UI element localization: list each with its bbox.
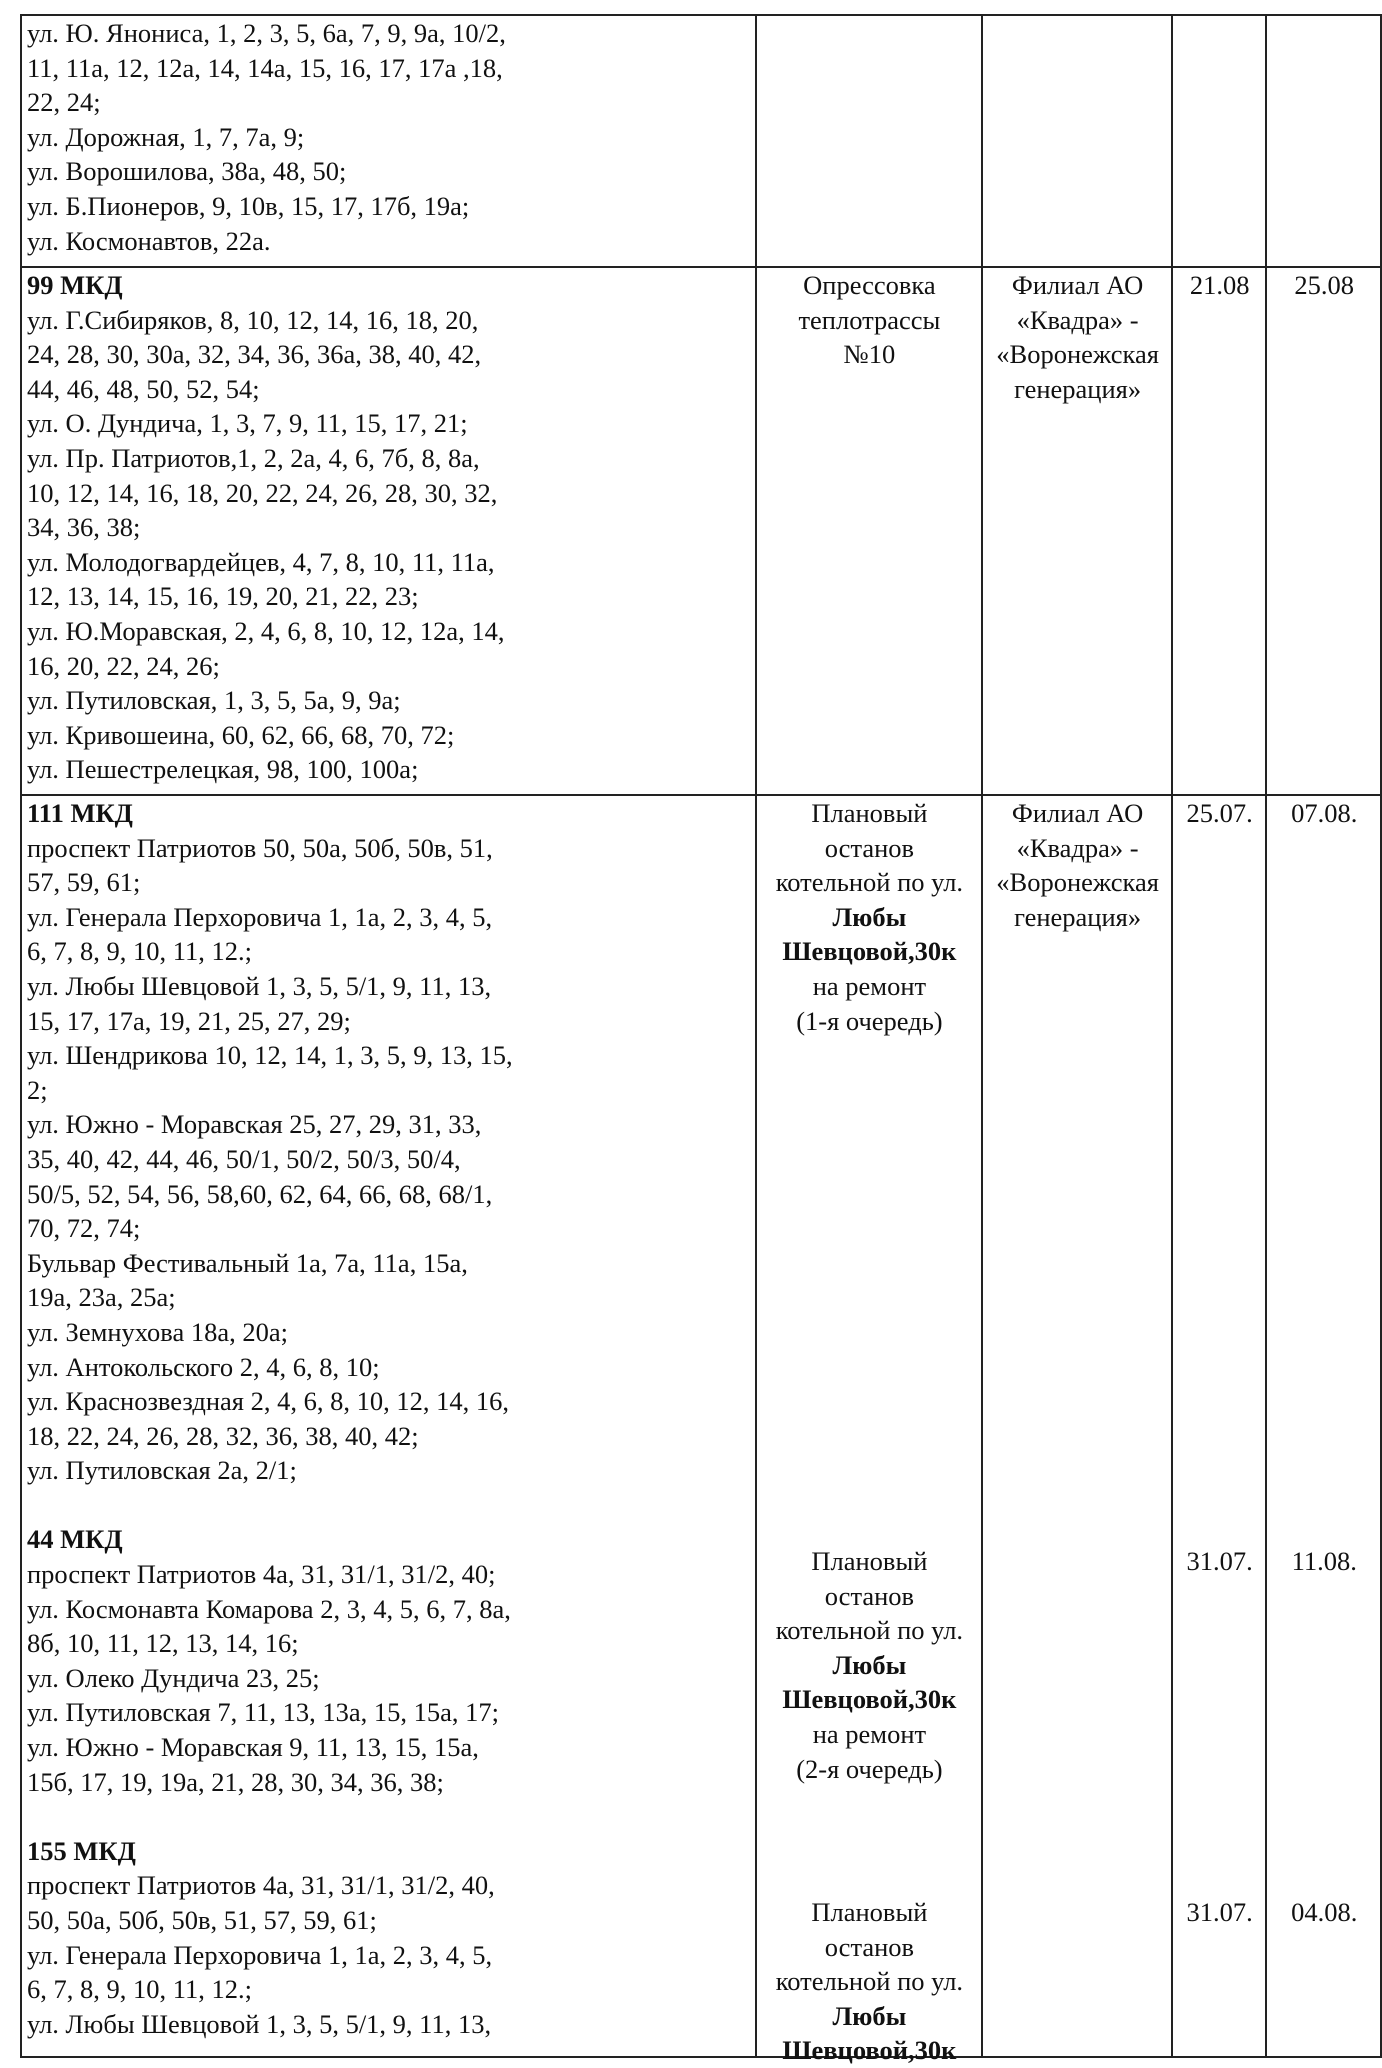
address-line: ул. Шендрикова 10, 12, 14, 1, 3, 5, 9, 13, 15, bbox=[27, 1040, 513, 1071]
address-line: ул. Молодогвардейцев, 4, 7, 8, 10, 11, 11а, bbox=[27, 546, 495, 577]
building-count-heading: 111 МКД bbox=[27, 798, 133, 828]
address-line: 34, 36, 38; bbox=[27, 512, 141, 543]
address-line: 24, 28, 30, 30а, 32, 34, 36, 36а, 38, 40, 42, bbox=[27, 339, 482, 370]
address-line: 70, 72, 74; bbox=[27, 1213, 141, 1244]
reason-line: теплотрассы bbox=[798, 304, 941, 335]
reason-line: останов bbox=[824, 1931, 915, 1962]
address-line: ул. О. Дундича, 1, 3, 7, 9, 11, 15, 17, 21; bbox=[27, 408, 468, 439]
address-line: 2; bbox=[27, 1074, 48, 1105]
reason-line: (1-я очередь) bbox=[796, 1005, 943, 1036]
address-line: ул. Космонавта Комарова 2, 3, 4, 5, 6, 7, 8а, bbox=[27, 1593, 511, 1624]
start-date: 25.07. bbox=[1186, 798, 1253, 828]
reason-line: останов bbox=[824, 832, 915, 863]
end-date: 04.08. bbox=[1291, 1897, 1358, 1927]
address-line: 35, 40, 42, 44, 46, 50/1, 50/2, 50/3, 50/4, bbox=[27, 1143, 461, 1174]
address-line: ул. Космонавтов, 22а. bbox=[27, 225, 271, 256]
address-line: ул. Генерала Перхоровича 1, 1а, 2, 3, 4, 5, bbox=[27, 901, 493, 932]
address-line: 6, 7, 8, 9, 10, 11, 12.; bbox=[27, 1974, 253, 2005]
organization-line: генерация» bbox=[1014, 901, 1142, 932]
reason-line-bold: Любы bbox=[832, 2000, 907, 2031]
address-line: ул. Пешестрелецкая, 98, 100, 100а; bbox=[27, 754, 419, 785]
organization-line: «Воронежская bbox=[996, 867, 1159, 898]
address-line: 19а, 23а, 25а; bbox=[27, 1282, 176, 1313]
address-line: ул. Б.Пионеров, 9, 10в, 15, 17, 17б, 19а; bbox=[27, 190, 470, 221]
reason-line: котельной по ул. bbox=[775, 867, 964, 898]
address-line: проспект Патриотов 50, 50а, 50б, 50в, 51, bbox=[27, 832, 493, 863]
address-cell bbox=[21, 15, 756, 267]
reason-cell bbox=[756, 267, 983, 795]
organization-line: Филиал АО bbox=[1011, 270, 1144, 300]
start-date: 31.07. bbox=[1186, 1546, 1253, 1576]
organization-cell bbox=[982, 267, 1172, 795]
organization-cell bbox=[982, 795, 1172, 2057]
address-line: 12, 13, 14, 15, 16, 19, 20, 21, 22, 23; bbox=[27, 581, 419, 612]
address-line: 44, 46, 48, 50, 52, 54; bbox=[27, 373, 260, 404]
building-count-heading: 155 МКД bbox=[27, 1835, 136, 1866]
end-date: 07.08. bbox=[1291, 798, 1358, 828]
address-line: ул. Любы Шевцовой 1, 3, 5, 5/1, 9, 11, 13, bbox=[27, 2008, 492, 2039]
reason-line: Опрессовка bbox=[803, 270, 936, 300]
address-line: ул. Пр. Патриотов,1, 2, 2а, 4, 6, 7б, 8, 8а, bbox=[27, 442, 480, 473]
organization-cell bbox=[982, 15, 1172, 267]
address-line: ул. Путиловская 7, 11, 13, 13а, 15, 15а, 17; bbox=[27, 1697, 500, 1728]
address-cell bbox=[21, 795, 756, 2057]
address-line: ул. Антокольского 2, 4, 6, 8, 10; bbox=[27, 1351, 380, 1382]
address-line: ул. Ю.Моравская, 2, 4, 6, 8, 10, 12, 12а, 14, bbox=[27, 615, 505, 646]
end-date-cell bbox=[1266, 15, 1381, 267]
address-line: ул. Любы Шевцовой 1, 3, 5, 5/1, 9, 11, 13, bbox=[27, 970, 492, 1001]
address-line: ул. Южно - Моравская 9, 11, 13, 15, 15а, bbox=[27, 1732, 479, 1763]
address-line: Бульвар Фестивальный 1а, 7а, 11а, 15а, bbox=[27, 1247, 468, 1278]
address-line: проспект Патриотов 4а, 31, 31/1, 31/2, 40, bbox=[27, 1870, 495, 1901]
reason-line: Плановый bbox=[811, 798, 928, 828]
address-line: ул. Путиловская 2а, 2/1; bbox=[27, 1455, 297, 1486]
end-date: 25.08 bbox=[1294, 270, 1355, 300]
reason-line-bold: Любы bbox=[832, 1649, 907, 1680]
reason-line: на ремонт bbox=[812, 1718, 927, 1749]
start-date-cell bbox=[1172, 15, 1267, 267]
address-line: ул. Ворошилова, 38а, 48, 50; bbox=[27, 156, 347, 187]
reason-line-bold: Любы bbox=[832, 901, 907, 932]
address-line: 10, 12, 14, 16, 18, 20, 22, 24, 26, 28, 30, 32, bbox=[27, 477, 498, 508]
group-44 bbox=[27, 1522, 751, 1799]
organization-line: «Квадра» - bbox=[1016, 304, 1139, 335]
reason-line: Плановый bbox=[811, 1897, 928, 1927]
reason-cell bbox=[756, 15, 983, 267]
reason-line-bold: Шевцовой,30к bbox=[782, 1684, 957, 1715]
address-line: 8б, 10, 11, 12, 13, 14, 16; bbox=[27, 1628, 299, 1659]
reason-line: останов bbox=[824, 1580, 915, 1611]
document-page bbox=[20, 14, 1382, 2066]
organization-line: Филиал АО bbox=[1011, 798, 1144, 828]
address-line: ул. Краснозвездная 2, 4, 6, 8, 10, 12, 14, 16, bbox=[27, 1386, 509, 1417]
address-line: 16, 20, 22, 24, 26; bbox=[27, 650, 220, 681]
address-line: ул. Ю. Янониса, 1, 2, 3, 5, 6а, 7, 9, 9а, 10/2, bbox=[27, 18, 506, 48]
address-line: ул. Земнухова 18а, 20а; bbox=[27, 1316, 288, 1347]
table-row bbox=[21, 15, 1381, 267]
reason-line: (2-я очередь) bbox=[796, 1753, 943, 1784]
start-date: 31.07. bbox=[1186, 1897, 1253, 1927]
address-line: 18, 22, 24, 26, 28, 32, 36, 38, 40, 42; bbox=[27, 1420, 419, 1451]
group-111 bbox=[27, 796, 751, 1488]
address-line: 57, 59, 61; bbox=[27, 867, 141, 898]
address-line: ул. Кривошеина, 60, 62, 66, 68, 70, 72; bbox=[27, 719, 455, 750]
address-line: 6, 7, 8, 9, 10, 11, 12.; bbox=[27, 936, 253, 967]
address-line: 50/5, 52, 54, 56, 58,60, 62, 64, 66, 68, 68/1, bbox=[27, 1178, 493, 1209]
reason-line-bold: Шевцовой,30к bbox=[782, 936, 957, 967]
reason-line: котельной по ул. bbox=[775, 1615, 964, 1646]
table-row bbox=[21, 795, 1381, 2057]
building-count-heading: 44 МКД bbox=[27, 1524, 123, 1555]
address-line: ул. Дорожная, 1, 7, 7а, 9; bbox=[27, 121, 305, 152]
start-date-cell bbox=[1172, 795, 1267, 2057]
address-line: проспект Патриотов 4а, 31, 31/1, 31/2, 40; bbox=[27, 1559, 496, 1590]
address-line: 15, 17, 17а, 19, 21, 25, 27, 29; bbox=[27, 1005, 351, 1036]
organization-line: «Воронежская bbox=[996, 339, 1159, 370]
reason-line: на ремонт bbox=[812, 970, 927, 1001]
organization-line: генерация» bbox=[1014, 373, 1142, 404]
end-date-cell bbox=[1266, 267, 1381, 795]
end-date: 11.08. bbox=[1291, 1546, 1357, 1576]
table-row bbox=[21, 267, 1381, 795]
address-line: ул. Путиловская, 1, 3, 5, 5а, 9, 9а; bbox=[27, 685, 401, 716]
building-count-heading: 99 МКД bbox=[27, 270, 123, 300]
address-line: 11, 11а, 12, 12а, 14, 14а, 15, 16, 17, 17а ,18, bbox=[27, 52, 503, 83]
reason-line-bold: Шевцовой,30к bbox=[782, 2035, 957, 2066]
address-line: ул. Генерала Перхоровича 1, 1а, 2, 3, 4, 5, bbox=[27, 1939, 493, 1970]
address-line: 50, 50а, 50б, 50в, 51, 57, 59, 61; bbox=[27, 1905, 377, 1935]
start-date: 21.08 bbox=[1189, 270, 1250, 300]
start-date-cell bbox=[1172, 267, 1267, 795]
reason-line: Плановый bbox=[811, 1546, 928, 1576]
address-cell bbox=[21, 267, 756, 795]
organization-line: «Квадра» - bbox=[1016, 832, 1139, 863]
address-line: 15б, 17, 19, 19а, 21, 28, 30, 34, 36, 38; bbox=[27, 1766, 444, 1797]
reason-line: №10 bbox=[843, 339, 896, 370]
address-line: ул. Олеко Дундича 23, 25; bbox=[27, 1662, 320, 1693]
address-line: 22, 24; bbox=[27, 87, 101, 118]
reason-cell bbox=[756, 795, 983, 2066]
address-line: ул. Г.Сибиряков, 8, 10, 12, 14, 16, 18, 20, bbox=[27, 304, 479, 335]
end-date-cell bbox=[1266, 795, 1381, 2057]
outage-table bbox=[20, 14, 1382, 2066]
address-line: ул. Южно - Моравская 25, 27, 29, 31, 33, bbox=[27, 1109, 482, 1140]
group-155 bbox=[27, 1834, 751, 2042]
reason-line: котельной по ул. bbox=[775, 1966, 964, 1997]
